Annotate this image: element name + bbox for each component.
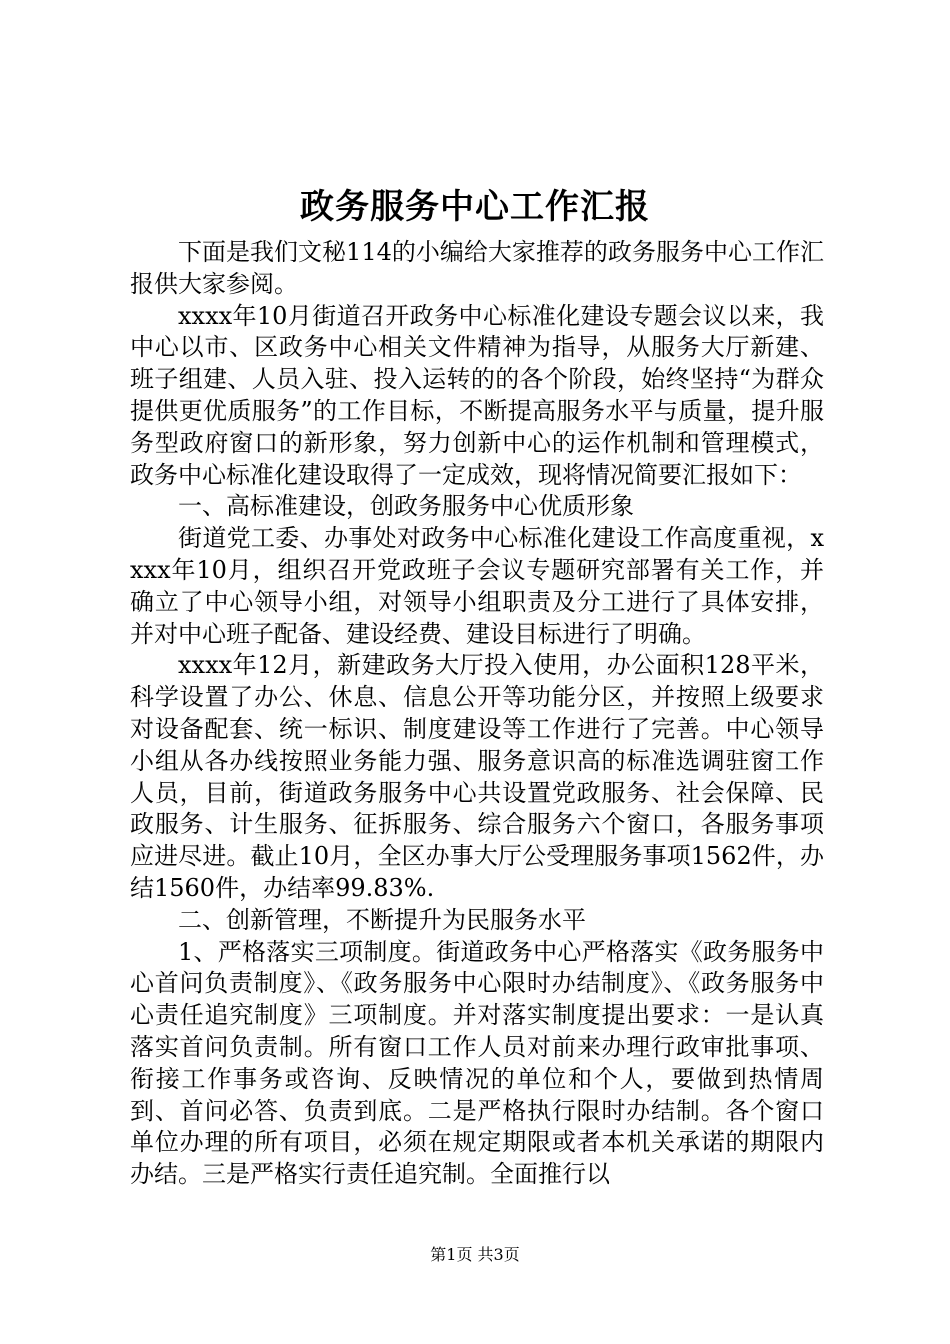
paragraph-section-1-a: 街道党工委、办事处对政务中心标准化建设工作高度重视，xxxx年10月，组织召开党政班子会议专题研究部署有关工作，并确立了中心领导小组，对领导小组职责及分工进行了具体安排，并对中心班子配备、建设经费、建设目标进行了明确。 xyxy=(130,524,824,648)
paragraph-section-2-a: 1、严格落实三项制度。街道政务中心严格落实《政务服务中心首问负责制度》、《政务服务中心限时办结制度》、《政务服务中心责任追究制度》三项制度。并对落实制度提出要求：一是认真落实首问负责制。所有窗口工作人员对前来办理行政审批事项、衔接工作事务或咨询、反映情况的单位和个人，要做到热情周到、首问必答、负责到底。二是严格执行限时办结制。各个窗口单位办理的所有项目，必须在规定期限或者本机关承诺的期限内办结。三是严格实行责任追究制。全面推行以 xyxy=(130,937,824,1189)
page-footer: 第1页 共3页 xyxy=(430,1245,520,1264)
document-body xyxy=(130,237,824,1191)
paragraph-overview: xxxx年10月街道召开政务中心标准化建设专题会议以来，我中心以市、区政务中心相关文件精神为指导，从服务大厅新建、班子组建、人员入驻、投入运转的的各个阶段，始终坚持“为群众提供更优质服务”的工作目标，不断提高服务水平与质量，提升服务型政府窗口的新形象，努力创新中心的运作机制和管理模式，政务中心标准化建设取得了一定成效，现将情况简要汇报如下： xyxy=(130,301,824,489)
paragraph-section-1-b: xxxx年12月，新建政务大厅投入使用，办公面积128平米，科学设置了办公、休息、信息公开等功能分区，并按照上级要求对设备配套、统一标识、制度建设等工作进行了完善。中心领导小组从各办线按照业务能力强、服务意识高的标准选调驻窗工作人员，目前，街道政务服务中心共设置党政服务、社会保障、民政服务、计生服务、征拆服务、综合服务六个窗口，各服务事项应进尽进。截止10月，全区办事大厅公受理服务事项1562件，办结1560件，办结率99.83%. xyxy=(130,651,824,902)
section-heading-2: 二、创新管理，不断提升为民服务水平 xyxy=(178,905,586,934)
section-heading-1: 一、高标准建设，创政务服务中心优质形象 xyxy=(178,492,634,521)
paragraph-intro: 下面是我们文秘114的小编给大家推荐的政务服务中心工作汇报供大家参阅。 xyxy=(130,238,824,298)
document-title: 政务服务中心工作汇报 xyxy=(300,187,650,227)
